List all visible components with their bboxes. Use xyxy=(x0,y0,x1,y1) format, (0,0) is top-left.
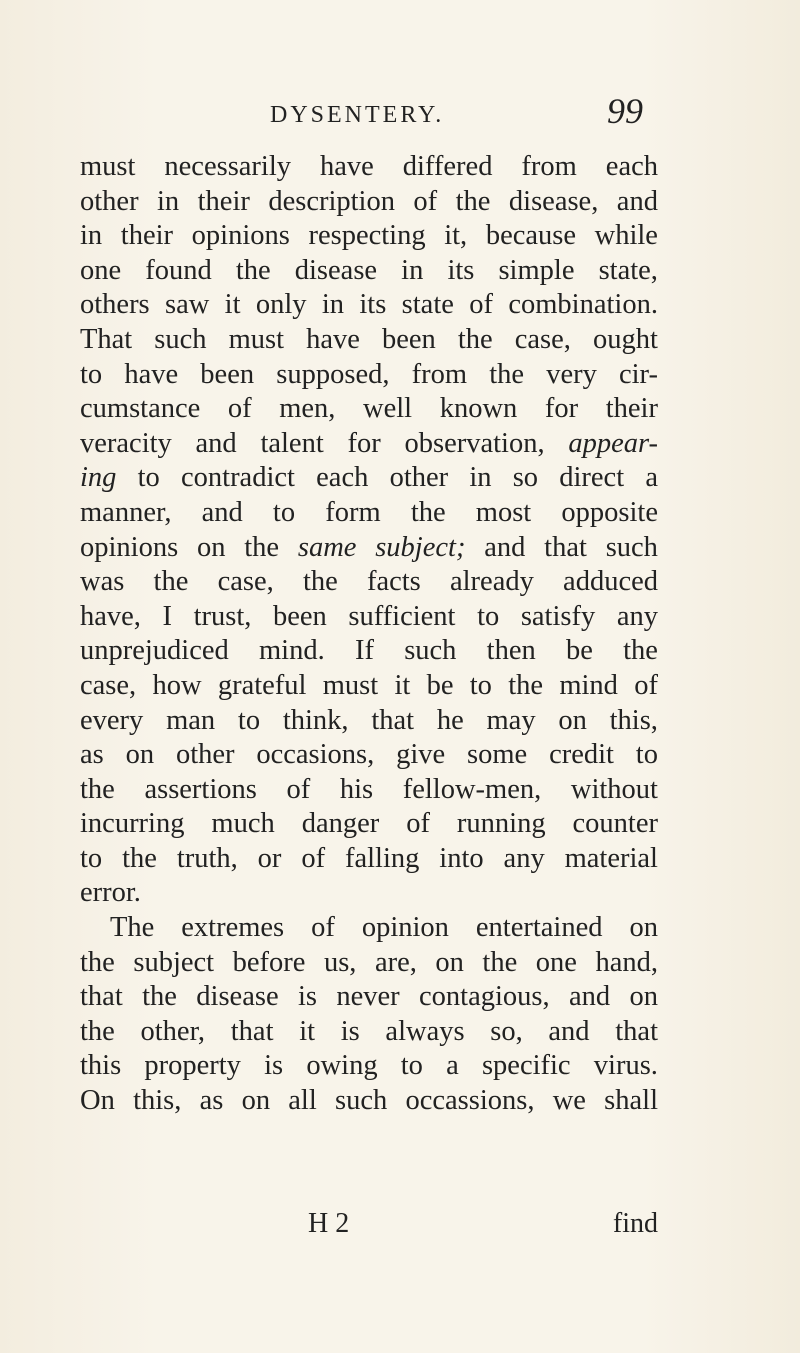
word: other xyxy=(80,185,139,217)
word: form xyxy=(325,496,381,528)
word: to xyxy=(400,1050,423,1082)
word: such xyxy=(404,635,457,667)
word: one xyxy=(535,946,577,978)
word: mind. xyxy=(259,635,325,667)
text-line xyxy=(80,565,658,600)
word: and xyxy=(548,1015,590,1047)
word: the xyxy=(80,773,115,805)
word: on xyxy=(125,739,155,771)
word: must xyxy=(80,151,136,182)
running-head-title: DYSENTERY. xyxy=(270,102,445,128)
word: this xyxy=(80,1050,122,1082)
word: unprejudiced xyxy=(80,635,229,667)
word: so xyxy=(512,462,539,494)
word: their xyxy=(120,220,174,252)
signature-mark: H 2 xyxy=(308,1208,350,1239)
text-line xyxy=(80,254,658,289)
word: very xyxy=(546,358,597,390)
word: shall xyxy=(604,1085,658,1117)
word: it xyxy=(299,1015,316,1047)
word: be xyxy=(426,669,454,701)
word: been xyxy=(272,600,327,632)
word: one xyxy=(80,254,122,286)
word: in xyxy=(321,289,345,321)
word: it xyxy=(394,669,411,701)
word: the xyxy=(623,635,658,667)
word: that xyxy=(371,704,415,736)
text-line xyxy=(80,358,658,393)
text-line xyxy=(80,738,658,773)
word: men, xyxy=(279,393,336,425)
word: much xyxy=(211,808,275,840)
word: well xyxy=(363,393,413,425)
word: observation, xyxy=(404,427,545,459)
word: cir- xyxy=(618,358,658,390)
word: other, xyxy=(140,1015,206,1047)
word: talent xyxy=(260,427,324,459)
word: ing xyxy=(80,462,117,494)
word: other xyxy=(389,462,449,494)
word: hand, xyxy=(595,946,658,978)
text-line xyxy=(80,496,658,531)
word: that xyxy=(80,981,123,1013)
word: case, xyxy=(217,566,274,598)
word: must xyxy=(228,323,285,355)
word: contagious, xyxy=(419,981,550,1013)
word: us, xyxy=(323,946,357,978)
text-line xyxy=(80,980,658,1015)
word: contradict xyxy=(181,462,295,494)
word: the xyxy=(457,323,493,355)
word: the xyxy=(122,842,157,874)
text-line xyxy=(80,704,658,739)
word: case, xyxy=(514,323,571,355)
word: or xyxy=(257,842,282,874)
word: it, xyxy=(444,220,468,252)
word: their xyxy=(605,393,658,425)
word: incurring xyxy=(80,808,185,840)
word: property xyxy=(144,1050,241,1082)
word: for xyxy=(347,427,381,459)
word: must xyxy=(322,669,379,701)
word: have xyxy=(306,323,360,355)
catchword: find xyxy=(612,1208,658,1239)
word: extremes xyxy=(181,912,285,944)
word: already xyxy=(449,566,534,598)
word: description xyxy=(268,185,395,217)
word: have, xyxy=(80,600,141,632)
word: been xyxy=(381,323,436,355)
text-line xyxy=(80,946,658,981)
word: in xyxy=(157,185,180,217)
word: truth, xyxy=(176,842,238,874)
word: subject; xyxy=(375,531,466,563)
word: occassions, xyxy=(405,1085,535,1117)
word: error. xyxy=(80,877,141,909)
word: opinion xyxy=(361,912,449,944)
text-line xyxy=(80,219,658,254)
word: to xyxy=(272,496,296,528)
word: On xyxy=(80,1085,115,1117)
word: its xyxy=(359,289,387,321)
page-number: 99 xyxy=(607,91,643,131)
text-line xyxy=(80,1084,658,1119)
word: saw xyxy=(165,289,210,321)
word: of xyxy=(301,842,326,874)
text-line xyxy=(80,600,658,635)
word: of xyxy=(634,669,658,701)
text-line xyxy=(80,669,658,704)
word: simple xyxy=(498,254,575,286)
word: That xyxy=(80,323,133,355)
word: each xyxy=(316,462,369,494)
word: a xyxy=(446,1050,459,1082)
word: its xyxy=(447,254,475,286)
word: that xyxy=(615,1015,658,1047)
word: disease xyxy=(294,254,378,286)
word: direct xyxy=(559,462,625,494)
word: the xyxy=(235,254,271,286)
word: the xyxy=(410,496,446,528)
word: known xyxy=(439,393,518,425)
word: state, xyxy=(598,254,658,286)
word: the xyxy=(482,946,518,978)
word: counter xyxy=(572,808,658,840)
word: that xyxy=(230,1015,274,1047)
word: other xyxy=(175,739,235,771)
word: material xyxy=(564,842,658,874)
word: subject xyxy=(133,946,215,978)
word: case, xyxy=(80,669,137,701)
word: credit xyxy=(549,739,614,771)
word: grateful xyxy=(217,669,307,701)
word: think, xyxy=(282,704,349,736)
word: only xyxy=(255,289,307,321)
word: this, xyxy=(609,704,658,736)
text-line xyxy=(80,461,658,496)
word: is xyxy=(264,1050,284,1082)
word: of xyxy=(227,393,252,425)
word: on xyxy=(558,704,587,736)
page-footer xyxy=(80,1208,658,1244)
word: may xyxy=(486,704,536,736)
text-line xyxy=(80,392,658,427)
text-line xyxy=(80,842,658,877)
word: give xyxy=(396,739,446,771)
word: on xyxy=(241,1085,271,1117)
word: ought xyxy=(592,323,658,355)
word: to xyxy=(80,358,103,390)
word: differed xyxy=(402,151,493,182)
word: from xyxy=(411,358,468,390)
word: occasions, xyxy=(256,739,375,771)
text-line xyxy=(80,911,658,946)
word: opinions xyxy=(80,531,179,563)
word: so, xyxy=(490,1015,523,1047)
word: satisfy xyxy=(520,600,596,632)
word: to xyxy=(469,669,492,701)
word: opinions xyxy=(191,220,290,252)
text-line xyxy=(80,876,658,911)
word: trust, xyxy=(193,600,252,632)
body-text xyxy=(80,150,658,1119)
word: their xyxy=(197,185,250,217)
word: on xyxy=(629,912,658,944)
word: such xyxy=(154,323,207,355)
word: the xyxy=(244,531,280,563)
word: to xyxy=(237,704,261,736)
word: respecting xyxy=(308,220,426,252)
text-line xyxy=(80,634,658,669)
word: and xyxy=(568,981,611,1013)
word: manner, xyxy=(80,496,172,528)
word: disease, xyxy=(508,185,599,217)
word: and xyxy=(484,531,526,563)
word: every xyxy=(80,704,144,736)
word: is xyxy=(297,981,317,1013)
word: of xyxy=(469,289,493,321)
word: a xyxy=(645,462,658,494)
word: always xyxy=(385,1015,465,1047)
word: on xyxy=(196,531,226,563)
word: of xyxy=(406,808,430,840)
word: then xyxy=(486,635,536,667)
word: most xyxy=(475,496,532,528)
word: facts xyxy=(366,566,421,598)
word: and xyxy=(195,427,237,459)
word: the xyxy=(153,566,189,598)
word: danger xyxy=(301,808,380,840)
word: veracity xyxy=(80,427,172,459)
word: never xyxy=(336,981,400,1013)
word: any xyxy=(503,842,545,874)
word: such xyxy=(335,1085,388,1117)
word: specific xyxy=(481,1050,571,1082)
word: on xyxy=(629,981,658,1013)
word: of xyxy=(413,185,438,217)
word: to xyxy=(635,739,658,771)
word: fellow-men, xyxy=(402,773,542,805)
word: have xyxy=(319,151,374,182)
word: any xyxy=(616,600,658,632)
word: supposed, xyxy=(276,358,390,390)
text-line xyxy=(80,288,658,323)
word: found xyxy=(145,254,212,286)
word: running xyxy=(456,808,546,840)
word: from xyxy=(521,151,577,182)
word: his xyxy=(339,773,374,805)
word: disease xyxy=(196,981,279,1013)
word: and xyxy=(201,496,243,528)
word: as xyxy=(199,1085,224,1117)
word: the xyxy=(508,669,544,701)
word: this, xyxy=(133,1085,182,1117)
word: to xyxy=(80,842,103,874)
text-line xyxy=(80,1049,658,1084)
word: adduced xyxy=(563,566,658,598)
word: how xyxy=(152,669,202,701)
word: each xyxy=(605,151,658,182)
word: are, xyxy=(374,946,417,978)
word: cumstance xyxy=(80,393,201,425)
text-line xyxy=(80,773,658,808)
word: in xyxy=(469,462,492,494)
word: virus. xyxy=(593,1050,658,1082)
word: without xyxy=(570,773,658,805)
word: falling xyxy=(344,842,420,874)
word: appear- xyxy=(568,427,658,459)
word: state xyxy=(401,289,454,321)
word: as xyxy=(80,739,104,771)
text-line xyxy=(80,427,658,462)
word: If xyxy=(354,635,374,667)
word: sufficient xyxy=(348,600,456,632)
word: in xyxy=(401,254,424,286)
word: same xyxy=(297,531,357,563)
word: the xyxy=(80,946,115,978)
word: been xyxy=(200,358,255,390)
word: the xyxy=(455,185,491,217)
word: the xyxy=(80,1015,115,1047)
text-line xyxy=(80,1015,658,1050)
word: before xyxy=(232,946,306,978)
word: man xyxy=(166,704,216,736)
word: to xyxy=(477,600,500,632)
word: for xyxy=(544,393,579,425)
word: I xyxy=(162,600,173,632)
word: assertions xyxy=(144,773,257,805)
word: necessarily xyxy=(164,151,292,182)
word: the xyxy=(302,566,338,598)
word: into xyxy=(439,842,484,874)
word: The xyxy=(110,912,155,944)
text-line xyxy=(80,807,658,842)
word: of xyxy=(286,773,311,805)
word: be xyxy=(565,635,593,667)
word: mind xyxy=(559,669,618,701)
word: that xyxy=(544,531,587,563)
word: because xyxy=(485,220,577,252)
word: the xyxy=(489,358,525,390)
word: it xyxy=(224,289,241,321)
word: some xyxy=(467,739,528,771)
word: while xyxy=(594,220,658,252)
word: he xyxy=(436,704,464,736)
word: opposite xyxy=(561,496,658,528)
text-line xyxy=(80,323,658,358)
word: of xyxy=(311,912,335,944)
word: is xyxy=(340,1015,360,1047)
word: and xyxy=(616,185,658,217)
word: the xyxy=(142,981,177,1013)
word: entertained xyxy=(475,912,603,944)
text-line xyxy=(80,531,658,566)
word: was xyxy=(80,566,125,598)
running-head xyxy=(80,88,720,136)
word: on xyxy=(435,946,464,978)
word: all xyxy=(288,1085,317,1117)
word: have xyxy=(124,358,179,390)
text-line xyxy=(80,185,658,220)
word: owing xyxy=(306,1050,378,1082)
word: such xyxy=(605,531,658,563)
text-line xyxy=(80,150,658,185)
word: we xyxy=(552,1085,586,1117)
word: combination. xyxy=(508,289,658,321)
word: in xyxy=(80,220,103,252)
word: others xyxy=(80,289,150,321)
word: to xyxy=(137,462,160,494)
